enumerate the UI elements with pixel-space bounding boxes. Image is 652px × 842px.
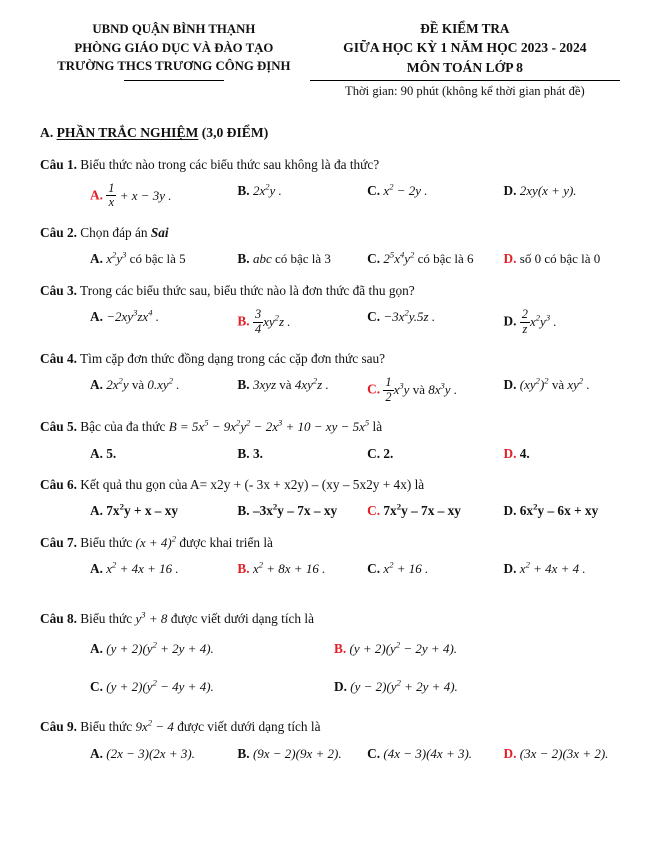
question-formula: $y^3 + 8$: [135, 610, 168, 627]
option-c: [367, 250, 497, 268]
options-row: [90, 308, 614, 336]
option-value: $-2xy^3zx^4$ .: [106, 307, 160, 325]
option-d: [504, 745, 614, 763]
option-value: 2.: [383, 445, 394, 461]
options-row: [90, 250, 614, 268]
option-letter-highlighted: C.: [367, 381, 381, 397]
option-letter: A.: [90, 561, 103, 577]
question-text: [40, 476, 622, 493]
question-text: [40, 156, 622, 173]
option-value: abc có bậc là 3: [252, 251, 331, 267]
issuer-line-district: UBND QUẬN BÌNH THẠNH: [92, 22, 256, 36]
option-c: [367, 308, 497, 336]
option-a: [90, 308, 231, 336]
option-letter-highlighted: B.: [237, 313, 250, 329]
option-letter: B.: [237, 183, 250, 199]
option-a: [90, 502, 231, 519]
option-letter: A.: [90, 641, 103, 657]
option-value: $x^2y^3$ có bậc là 5: [106, 249, 186, 267]
option-letter: B.: [237, 445, 250, 461]
question-stem-suffix: được khai triển là: [179, 534, 273, 550]
option-letter-highlighted: B.: [334, 641, 347, 657]
options-row: [90, 376, 614, 404]
section-a-title: [40, 124, 622, 142]
option-value: $x^2 - 2y$ .: [383, 181, 428, 199]
question-9: [40, 718, 622, 763]
option-letter: A.: [90, 377, 103, 393]
question-text: [40, 224, 622, 241]
question-stem: Chọn đáp án Sai: [80, 224, 169, 240]
question-text: [40, 282, 622, 299]
question-stem: Trong các biểu thức sau, biểu thức nào là đơn thức đã thu gọn?: [80, 282, 415, 298]
options-row: [90, 445, 614, 462]
header-divider-right: [310, 80, 620, 81]
option-b: [334, 640, 572, 658]
exam-header: [40, 20, 622, 100]
option-letter: C.: [367, 445, 381, 461]
section-name: PHẦN TRẮC NGHIỆM: [56, 125, 199, 141]
option-value: 3xyz và $4xy^2z$ .: [252, 375, 329, 393]
question-formula: A= x2y + (- 3x + x2y) – (xy – 5x2y + 4x): [189, 477, 412, 492]
option-value: $-3x^2y - 7x$ – xy: [252, 501, 338, 519]
exam-term: GIỮA HỌC KỲ 1 NĂM HỌC 2023 - 2024: [343, 40, 587, 56]
option-letter-highlighted: D.: [503, 445, 517, 461]
option-value: $-3x^2y.5z$ .: [383, 307, 436, 325]
option-value: $(y + 2)(y^2 - 2y + 4)$.: [349, 639, 458, 657]
question-stem: Biểu thức: [80, 719, 133, 735]
option-value: 2xy(x + y).: [519, 183, 577, 199]
option-letter: A.: [90, 745, 103, 761]
option-d: [504, 376, 614, 404]
option-a: [90, 376, 231, 404]
question-1: [40, 156, 622, 210]
question-text: [40, 350, 622, 367]
option-letter-highlighted: A.: [90, 187, 103, 203]
question-7: [40, 534, 622, 579]
option-c: [367, 376, 497, 404]
option-letter: D.: [503, 561, 517, 577]
question-stem: Bậc của đa thức: [80, 418, 166, 434]
option-value: $(xy^2)^2$ và $xy^2$ .: [519, 375, 590, 393]
option-a: [90, 445, 231, 462]
option-c: [367, 445, 497, 462]
option-c: [90, 678, 328, 696]
question-stem-suffix: được viết dưới dạng tích là: [170, 611, 314, 627]
option-letter: B.: [237, 503, 250, 519]
exam-duration: Thời gian: 90 phút (không kể thời gian phát đề): [345, 83, 585, 98]
option-value: (4x − 3)(4x + 3).: [383, 745, 473, 761]
options-row: [90, 560, 614, 578]
option-value: $7x^2y - 7x$ – xy: [383, 501, 461, 519]
section-points: (3,0 ĐIỂM): [201, 125, 269, 141]
question-stem: Kết quả thu gọn của: [80, 477, 188, 492]
options-row: [90, 640, 572, 696]
option-letter: C.: [367, 183, 381, 199]
question-stem-suffix: được viết dưới dạng tích là: [177, 719, 321, 735]
option-letter: A.: [90, 445, 103, 461]
options-row: [90, 745, 614, 763]
option-value: (9x − 2)(9x + 2).: [252, 745, 342, 761]
option-value: (2x − 3)(2x + 3).: [106, 745, 195, 761]
question-number: Câu 4.: [40, 350, 77, 366]
question-2: [40, 224, 622, 268]
option-c: [367, 182, 497, 210]
option-letter-highlighted: D.: [503, 745, 517, 761]
option-letter: A.: [90, 309, 103, 325]
option-c: [367, 560, 497, 578]
option-value: $6x^2y - 6x$ + xy: [519, 501, 599, 519]
option-value: $\frac{3}{4}$ $xy^2z$ .: [254, 307, 291, 336]
option-value: $2x^2y$ và $0.xy^2$ .: [106, 375, 180, 393]
option-d: [504, 250, 614, 268]
option-d: [504, 308, 614, 336]
option-value: 4.: [519, 445, 530, 461]
option-value: số 0 có bậc là 0: [519, 251, 601, 267]
option-d: [504, 182, 614, 210]
issuer-line-department: PHÒNG GIÁO DỤC VÀ ĐÀO TẠO: [74, 40, 274, 55]
option-b: [237, 308, 361, 336]
question-text: [40, 610, 622, 628]
question-stem: Biểu thức: [80, 611, 133, 627]
question-text: [40, 418, 622, 436]
question-number: Câu 5.: [40, 418, 77, 434]
question-number: Câu 2.: [40, 224, 77, 240]
option-letter: D.: [503, 377, 517, 393]
exam-subject: MÔN TOÁN LỚP 8: [406, 59, 523, 75]
options-row: [90, 502, 614, 519]
option-letter: D.: [503, 313, 517, 329]
option-letter: C.: [367, 251, 381, 267]
option-value: $\frac{1}{2}$ $x^3y$ và $8x^3y$ .: [385, 375, 458, 404]
exam-title-block: [308, 20, 622, 100]
question-stem: Biểu thức: [80, 534, 133, 550]
option-value: $2x^2y$ .: [252, 181, 282, 199]
option-value: $(y - 2)(y^2 + 2y + 4)$.: [350, 677, 458, 695]
option-b: [237, 182, 361, 210]
question-stem: Tìm cặp đơn thức đồng dạng trong các cặp đơn thức sau?: [80, 350, 386, 366]
question-formula: $B = 5x^5 - 9x^2y^2 - 2x^3 + 10$ − xy − $5x^5$: [168, 417, 370, 434]
option-letter: B.: [237, 251, 250, 267]
option-value: $x^2 + 16$ .: [383, 560, 429, 577]
option-letter-highlighted: D.: [503, 251, 517, 267]
question-6: [40, 476, 622, 520]
option-value: $x^2 + 4x + 16$ .: [106, 560, 179, 577]
question-stem-suffix: là: [414, 477, 425, 492]
option-letter: B.: [237, 745, 250, 761]
option-d: [504, 560, 614, 578]
options-row: [90, 182, 614, 210]
option-a: [90, 182, 231, 210]
question-stem-suffix: là: [372, 418, 383, 434]
issuer-line-school: TRƯỜNG THCS TRƯƠNG CÔNG ĐỊNH: [57, 59, 291, 74]
option-b: [237, 376, 361, 404]
question-4: [40, 350, 622, 404]
option-letter: C.: [90, 679, 103, 695]
option-b: [237, 745, 361, 763]
option-value: 5.: [106, 445, 117, 461]
option-a: [90, 250, 231, 268]
issuer-block: [40, 20, 308, 81]
option-letter: D.: [503, 503, 517, 519]
question-stem: Biểu thức nào trong các biểu thức sau không là đa thức?: [80, 156, 380, 172]
question-text: [40, 718, 622, 736]
question-number: Câu 6.: [40, 477, 77, 492]
question-3: [40, 282, 622, 336]
option-b: [237, 560, 361, 578]
question-formula: $9x^2 - 4$: [135, 717, 174, 735]
option-value: $(y + 2)(y^2 - 4y + 4)$.: [106, 677, 214, 695]
option-letter: C.: [367, 561, 381, 577]
header-divider-left: [124, 80, 224, 81]
section-prefix: A.: [40, 125, 54, 141]
question-5: [40, 418, 622, 462]
question-number: Câu 1.: [40, 156, 77, 172]
option-c: [367, 502, 497, 519]
option-d: [334, 678, 572, 696]
option-value: $\frac{1}{x}$ + x − 3y .: [108, 181, 172, 210]
option-letter: C.: [367, 309, 381, 325]
questions: [40, 156, 622, 763]
option-letter: D.: [503, 183, 517, 199]
option-letter: C.: [367, 745, 381, 761]
option-a: [90, 745, 231, 763]
option-letter: A.: [90, 503, 103, 519]
question-8: [40, 610, 622, 696]
option-c: [367, 745, 497, 763]
exam-title: ĐỀ KIỂM TRA: [420, 21, 510, 36]
option-value: $x^2 + 4x + 4$ .: [519, 560, 586, 577]
option-b: [237, 502, 361, 519]
option-value: $2^5x^4y^2$ có bậc là 6: [383, 249, 474, 267]
question-number: Câu 7.: [40, 534, 77, 550]
question-number: Câu 9.: [40, 719, 77, 735]
option-letter-highlighted: C.: [367, 503, 381, 519]
option-value: 3.: [252, 445, 263, 461]
question-text: [40, 534, 622, 552]
option-value: $(y + 2)(y^2 + 2y + 4)$.: [106, 639, 214, 657]
option-b: [237, 250, 361, 268]
option-value: (3x − 2)(3x + 2).: [519, 745, 609, 761]
option-d: [504, 502, 614, 519]
option-letter-highlighted: B.: [237, 561, 250, 577]
option-value: $x^2 + 8x + 16$ .: [252, 560, 326, 577]
option-a: [90, 640, 328, 658]
option-value: $\frac{2}{z}$ $x^2y^3$ .: [521, 307, 557, 336]
option-value: $7x^2y + x$ – xy: [106, 501, 179, 519]
option-letter: D.: [334, 679, 347, 695]
option-a: [90, 560, 231, 578]
question-formula: $(x + 4)^2$: [135, 533, 176, 550]
option-letter: B.: [237, 377, 250, 393]
question-number: Câu 3.: [40, 282, 77, 298]
option-b: [237, 445, 361, 462]
option-letter: A.: [90, 251, 103, 267]
question-number: Câu 8.: [40, 611, 77, 627]
option-d: [504, 445, 614, 462]
